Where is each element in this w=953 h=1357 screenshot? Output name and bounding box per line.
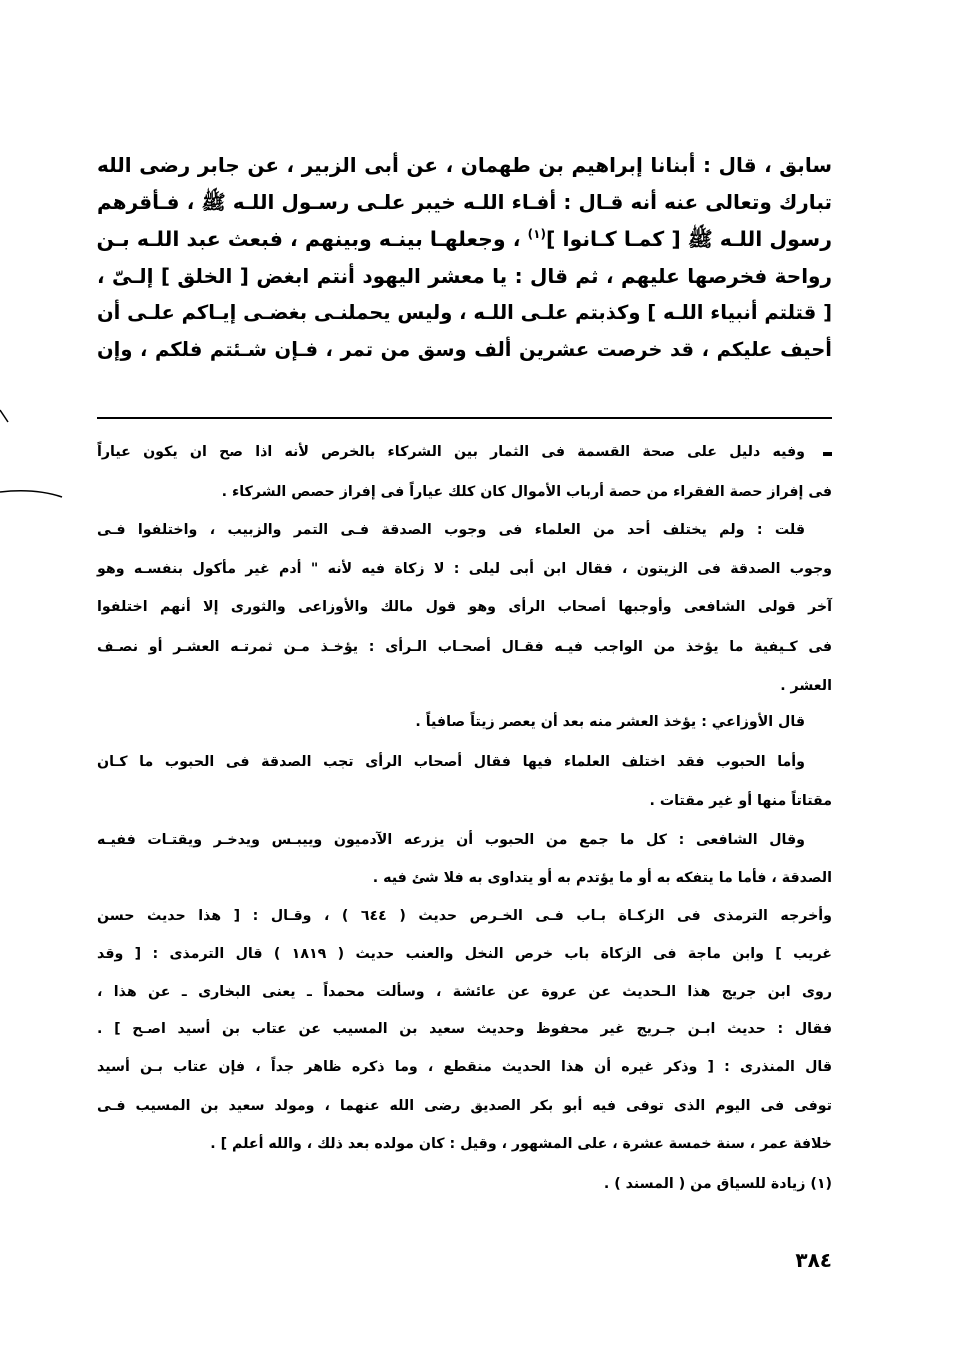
footnote-ref: (١)	[527, 227, 546, 242]
footnote-line: (١) زيادة للسياق من ( المسند ) .	[603, 1176, 832, 1192]
footnote-line: قال المنذرى : [ وذكر غيره أن هذا الحديث منقطع ، وما ذكره ظاهر جداً ، فإن عتاب بـن أسيد	[97, 1059, 832, 1075]
footnote-line: توفى فى اليوم الذى توفى فيه أبو بكر الصديق رضى الله عنهما ، ومولد سعيد بن المسيب فـى	[97, 1098, 832, 1114]
footnote-line: وفيه دليل على صحة القسمة فى الثمار بين الشركاء بالخرص لأنه اذا صح ان يكون عياراً	[97, 444, 805, 460]
main-text-line: سابق ، قال : أبنانا إبراهيم بن طهمان ، عن أبى الزبير ، عن جابر رضى الله	[97, 153, 832, 177]
main-text-segment: رسول اللـه ﷺ [ كمـا كـانوا ]	[545, 227, 832, 251]
footnote-line: فى كـيفية ما يؤخذ من الواجب فيـه فقـال أصحـاب الـرأى : يؤخـذ مـن ثمرتـه العشـر أو نصـف	[97, 639, 832, 655]
footnote-line: روى ابن جريج هذا الـحديث عن عروة عن عائشة ، وسألت محمداً ـ يعنى البخارى ـ عن هذا ،	[97, 984, 832, 1000]
footnote-line: العشر .	[780, 678, 832, 694]
footnote-line: وأخرجه الترمذى فى الزكـاة بـاب فـى الخـرص حديث ( ٦٤٤ ) ، وقـال : [ هذا حديث حسن	[97, 908, 832, 924]
main-text-line	[97, 223, 832, 255]
footnote-dash-marker	[823, 452, 832, 456]
footnote-line: آخر قولى الشافعى وأوجبها أصحاب الرأى وهو قول مالك والأوزاعى والثورى إلا أنهم اختلفوا	[97, 599, 832, 615]
scan-artifact-marks	[0, 0, 100, 520]
main-text-line: تبارك وتعالى عنه أنه قـال : أفـاء اللـه خيبر علـى رسـول اللـه ﷺ ، فـأقرهم	[97, 190, 832, 214]
footnote-line: قال الأوزاعي : يؤخذ العشر منه بعد أن يعصر زيتاً صافياً .	[415, 714, 805, 730]
page-number: ٣٨٤	[795, 1248, 832, 1272]
footnote-line: الصدقة ، فأما ما يتفكه به أو ما يؤتدم به أو يتداوى به فلا شئ فيه .	[372, 870, 832, 886]
main-text-line: أحيف عليكم ، قد خرصت عشرين ألف وسق من تمر ، فـإن شـئتم فلكم ، وإن	[97, 338, 832, 361]
footnote-line: مقتاتاً منها أو غير مقتات .	[649, 793, 832, 809]
footnote-line: خلافة عمر ، سنة خمسة عشرة ، على المشهور ، وقيل : كان مولده بعد ذلك ، والله أعلم ] .	[210, 1136, 832, 1152]
footnote-separator	[97, 417, 832, 419]
main-text-segment: ، وجعلهـا بينـه وبينهم ، فبعث عبد اللـه بـن	[96, 227, 528, 251]
footnote-line: وجوب الصدقة فى الزيتون ، فقال ابن أبى ليلى : لا زكاة فيه لأنه " أدم غير مأكول بنفسـه وهو	[97, 561, 832, 577]
footnote-line: فقال : حديث ابـن جـريج غير محفوظ وحديث سعيد بن المسيب عن عتاب بن أسيد اصـح ] .	[97, 1021, 832, 1037]
main-text-line: [ قتلتم أنبياء اللـه ] وكذبتم علـى اللـه ، وليس يحملنـى بغضـى إيـاكم علـى أن	[97, 301, 832, 324]
footnote-line: فى إفراز حصة الفقراء من حصة أرباب الأموال كان كلك عياراً فى إفراز حصص الشركاء .	[221, 484, 832, 500]
footnote-line: وأما الحبوب فقد اختلف العلماء فيها فقال أصحاب الرأى تجب الصدقة فى الحبوب ما كـان	[97, 754, 805, 770]
footnote-line: غريب ] وابن ماجة فى الزكاة باب خرص النخل والعنب حديث ( ١٨١٩ ) قال الترمذى : [ وقد	[97, 946, 832, 962]
footnote-line: وقال الشافعى : كل ما جمع من الحبوب أن يزرعه الآدميون وييبـس ويدخـر ويقتـات ففيـه	[97, 832, 805, 848]
main-text-line: رواحة فخرصها عليهم ، ثم قال : يا معشر اليهود أنتم ابغض [ الخلق ] إلـىّ ،	[97, 264, 832, 288]
footnote-line: قلت : ولم يختلف أحد من العلماء فى وجوب الصدقة فـى التمر والزبيب ، واختلفوا فـى	[97, 522, 805, 538]
